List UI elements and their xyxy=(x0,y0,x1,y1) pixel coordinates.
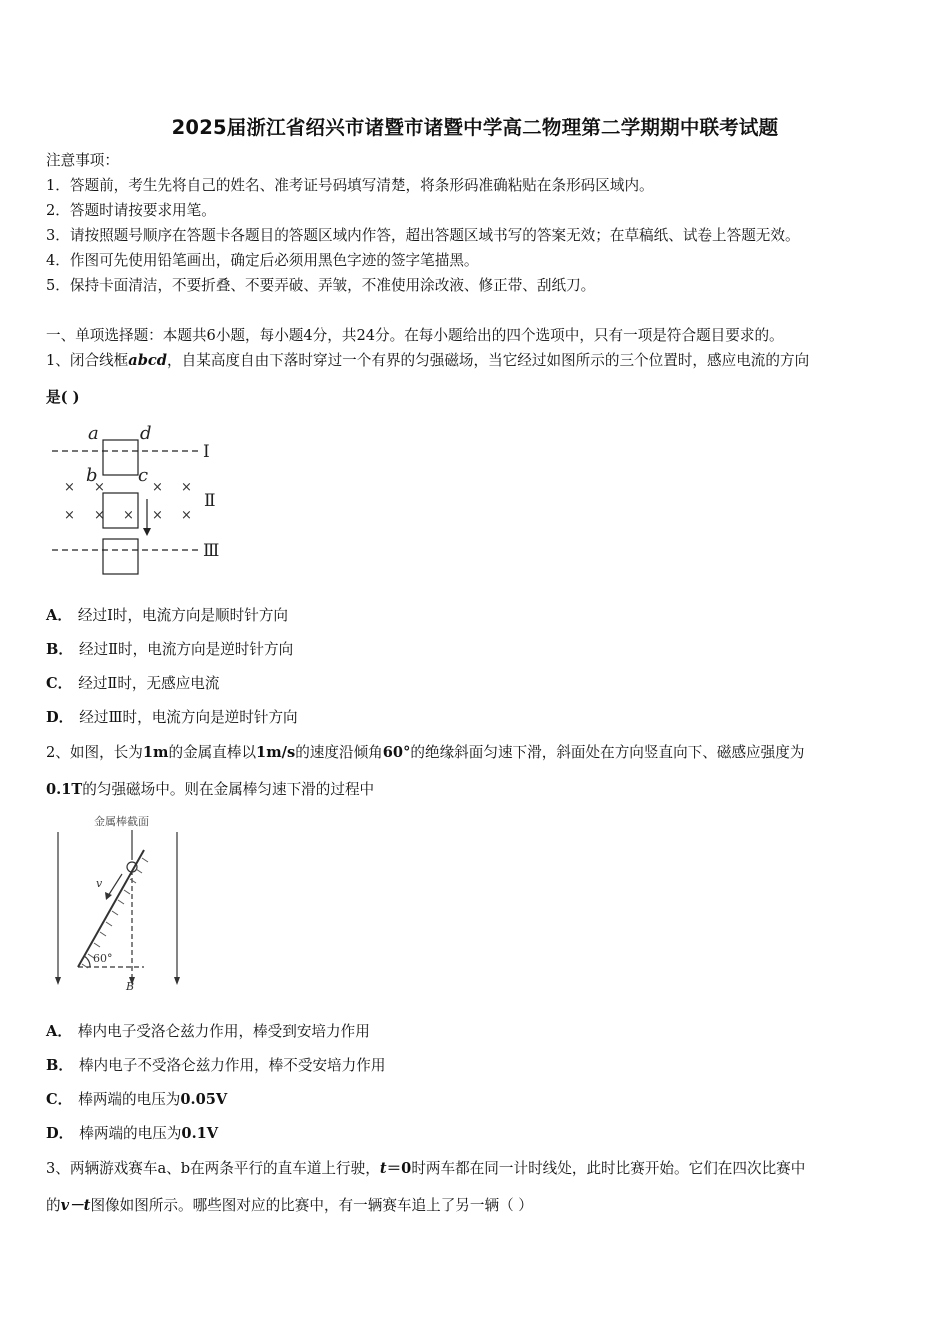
question-3-stem-end: 的v－t图像如图所示。哪些图对应的比赛中，有一辆赛车追上了另一辆（ ） xyxy=(46,1197,533,1214)
note-item: 5．保持卡面清洁，不要折叠、不要弄破、弄皱，不准使用涂改液、修正带、刮纸刀。 xyxy=(46,277,596,294)
question-2-option-d: D． 棒两端的电压为0.1V xyxy=(46,1125,219,1142)
field-symbol: × xyxy=(123,508,134,523)
field-symbol: × xyxy=(94,508,105,523)
question-1-stem-end: 是( ) xyxy=(46,389,80,406)
field-symbol: × xyxy=(181,508,192,523)
field-symbol: × xyxy=(181,480,192,495)
field-symbol: × xyxy=(64,480,75,495)
question-2-option-a: A． 棒内电子受洛仑兹力作用，棒受到安培力作用 xyxy=(46,1023,370,1040)
velocity-label: v xyxy=(96,877,103,890)
angle-label: 60° xyxy=(93,952,113,965)
question-2-option-c: C． 棒两端的电压为0.05V xyxy=(46,1091,228,1108)
question-2-stem: 2、如图，长为1m的金属直棒以1m/s的速度沿倾角60°的绝缘斜面匀速下滑，斜面处在方向竖直向下、磁感应强度为 xyxy=(46,744,805,761)
field-symbol: × xyxy=(152,508,163,523)
figure-caption: 金属棒截面 xyxy=(94,815,149,828)
falling-loop-diagram xyxy=(46,418,236,582)
field-symbol: × xyxy=(64,508,75,523)
question-3-stem: 3、两辆游戏赛车a、b在两条平行的直车道上行驶，t＝0时两车都在同一计时线处，此时比赛开始。它们在四次比赛中 xyxy=(46,1160,806,1177)
field-label: B xyxy=(126,980,135,993)
section-heading: 一、单项选择题：本题共6小题，每小题4分，共24分。在每小题给出的四个选项中，只有一项是符合题目要求的。 xyxy=(46,327,784,344)
field-symbol: × xyxy=(152,480,163,495)
question-1-option-a: A． 经过Ⅰ时，电流方向是顺时针方向 xyxy=(46,607,289,624)
corner-label-d: d xyxy=(140,423,152,444)
field-symbol: × xyxy=(94,480,105,495)
corner-label-c: c xyxy=(138,465,149,486)
page-title: 2025届浙江省绍兴市诸暨市诸暨中学高二物理第二学期期中联考试题 xyxy=(171,116,779,139)
position-label-3: Ⅲ xyxy=(203,541,220,561)
question-2-figure xyxy=(46,812,196,996)
note-item: 3．请按照题号顺序在答题卡各题目的答题区域内作答，超出答题区域书写的答案无效；在草稿纸、试卷上答题无效。 xyxy=(46,227,800,244)
question-1-option-d: D． 经过Ⅲ时，电流方向是逆时针方向 xyxy=(46,709,298,726)
corner-label-a: a xyxy=(88,423,99,444)
note-item: 4．作图可先使用铅笔画出，确定后必须用黑色字迹的签字笔描黑。 xyxy=(46,252,479,269)
notes-heading: 注意事项： xyxy=(46,152,119,169)
question-2-option-b: B． 棒内电子不受洛仑兹力作用，棒不受安培力作用 xyxy=(46,1057,386,1074)
question-1-figure xyxy=(46,418,236,582)
question-2-stem-end: 0.1T的匀强磁场中。则在金属棒匀速下滑的过程中 xyxy=(46,781,375,798)
corner-label-b: b xyxy=(86,465,98,486)
question-1-option-c: C． 经过Ⅱ时，无感应电流 xyxy=(46,675,220,692)
incline-rod-diagram xyxy=(46,812,196,996)
note-item: 1．答题前，考生先将自己的姓名、准考证号码填写清楚，将条形码准确粘贴在条形码区域内。 xyxy=(46,177,654,194)
question-1-stem: 1、闭合线框abcd，自某高度自由下落时穿过一个有界的匀强磁场，当它经过如图所示的三个位置时，感应电流的方向 xyxy=(46,352,810,369)
question-1-option-b: B． 经过Ⅱ时，电流方向是逆时针方向 xyxy=(46,641,294,658)
note-item: 2．答题时请按要求用笔。 xyxy=(46,202,216,219)
position-label-2: Ⅱ xyxy=(204,491,216,511)
position-label-1: Ⅰ xyxy=(203,442,210,462)
